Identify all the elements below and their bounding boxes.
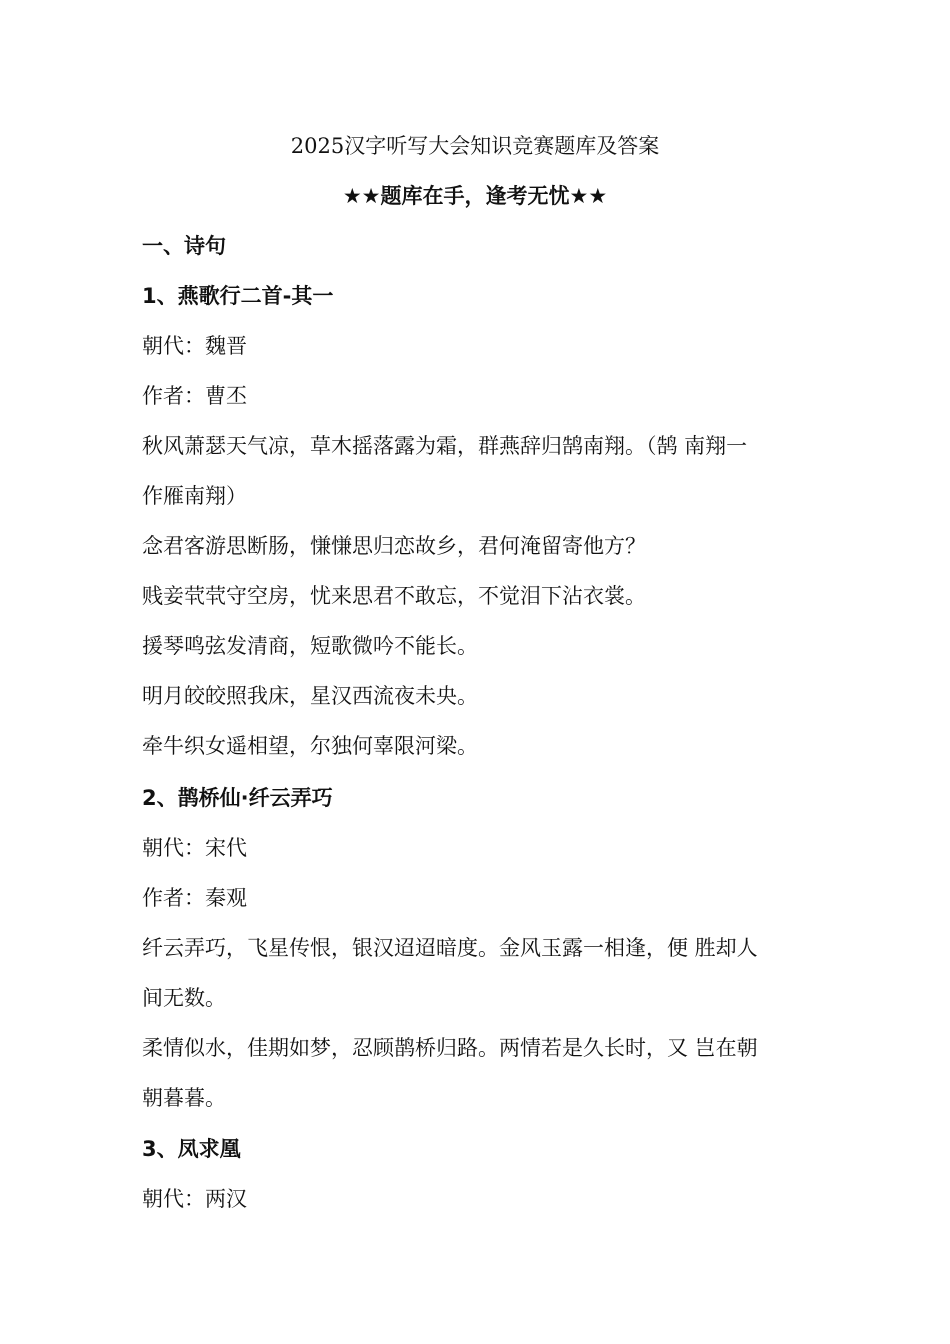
poem-line: 作雁南翔） — [142, 484, 247, 508]
poem-author: 作者：曹丕 — [142, 384, 247, 408]
poem-line: 间无数。 — [142, 986, 226, 1010]
section-heading-poems: 一、诗句 — [142, 234, 226, 258]
poem-line: 柔情似水，佳期如梦，忍顾鹊桥归路。两情若是久长时，又 岂在朝 — [142, 1036, 758, 1060]
poem-line: 牵牛织女遥相望，尔独何辜限河梁。 — [142, 734, 478, 758]
poem-dynasty: 朝代：宋代 — [142, 836, 247, 860]
poem-line: 纤云弄巧，飞星传恨，银汉迢迢暗度。金风玉露一相逢，便 胜却人 — [142, 936, 758, 960]
poem-line: 朝暮暮。 — [142, 1086, 226, 1110]
poem-heading: 2、鹊桥仙·纤云弄巧 — [142, 786, 333, 810]
poem-line: 贱妾茕茕守空房，忧来思君不敢忘，不觉泪下沾衣裳。 — [142, 584, 646, 608]
document-subtitle: ★★题库在手，逢考无忧★★ — [342, 184, 608, 208]
poem-author: 作者：秦观 — [142, 886, 247, 910]
poem-line: 明月皎皎照我床，星汉西流夜未央。 — [142, 684, 478, 708]
poem-dynasty: 朝代：两汉 — [142, 1187, 247, 1211]
poem-heading: 3、凤求凰 — [142, 1137, 241, 1161]
poem-dynasty: 朝代：魏晋 — [142, 334, 247, 358]
poem-line: 援琴鸣弦发清商，短歌微吟不能长。 — [142, 634, 478, 658]
poem-line: 秋风萧瑟天气凉，草木摇落露为霜，群燕辞归鹄南翔。（鹄 南翔一 — [142, 434, 748, 458]
poem-line: 念君客游思断肠，慊慊思归恋故乡，君何淹留寄他方？ — [142, 534, 646, 558]
document-title: 2025汉字听写大会知识竞赛题库及答案 — [290, 134, 660, 158]
poem-heading: 1、燕歌行二首-其一 — [142, 284, 334, 308]
